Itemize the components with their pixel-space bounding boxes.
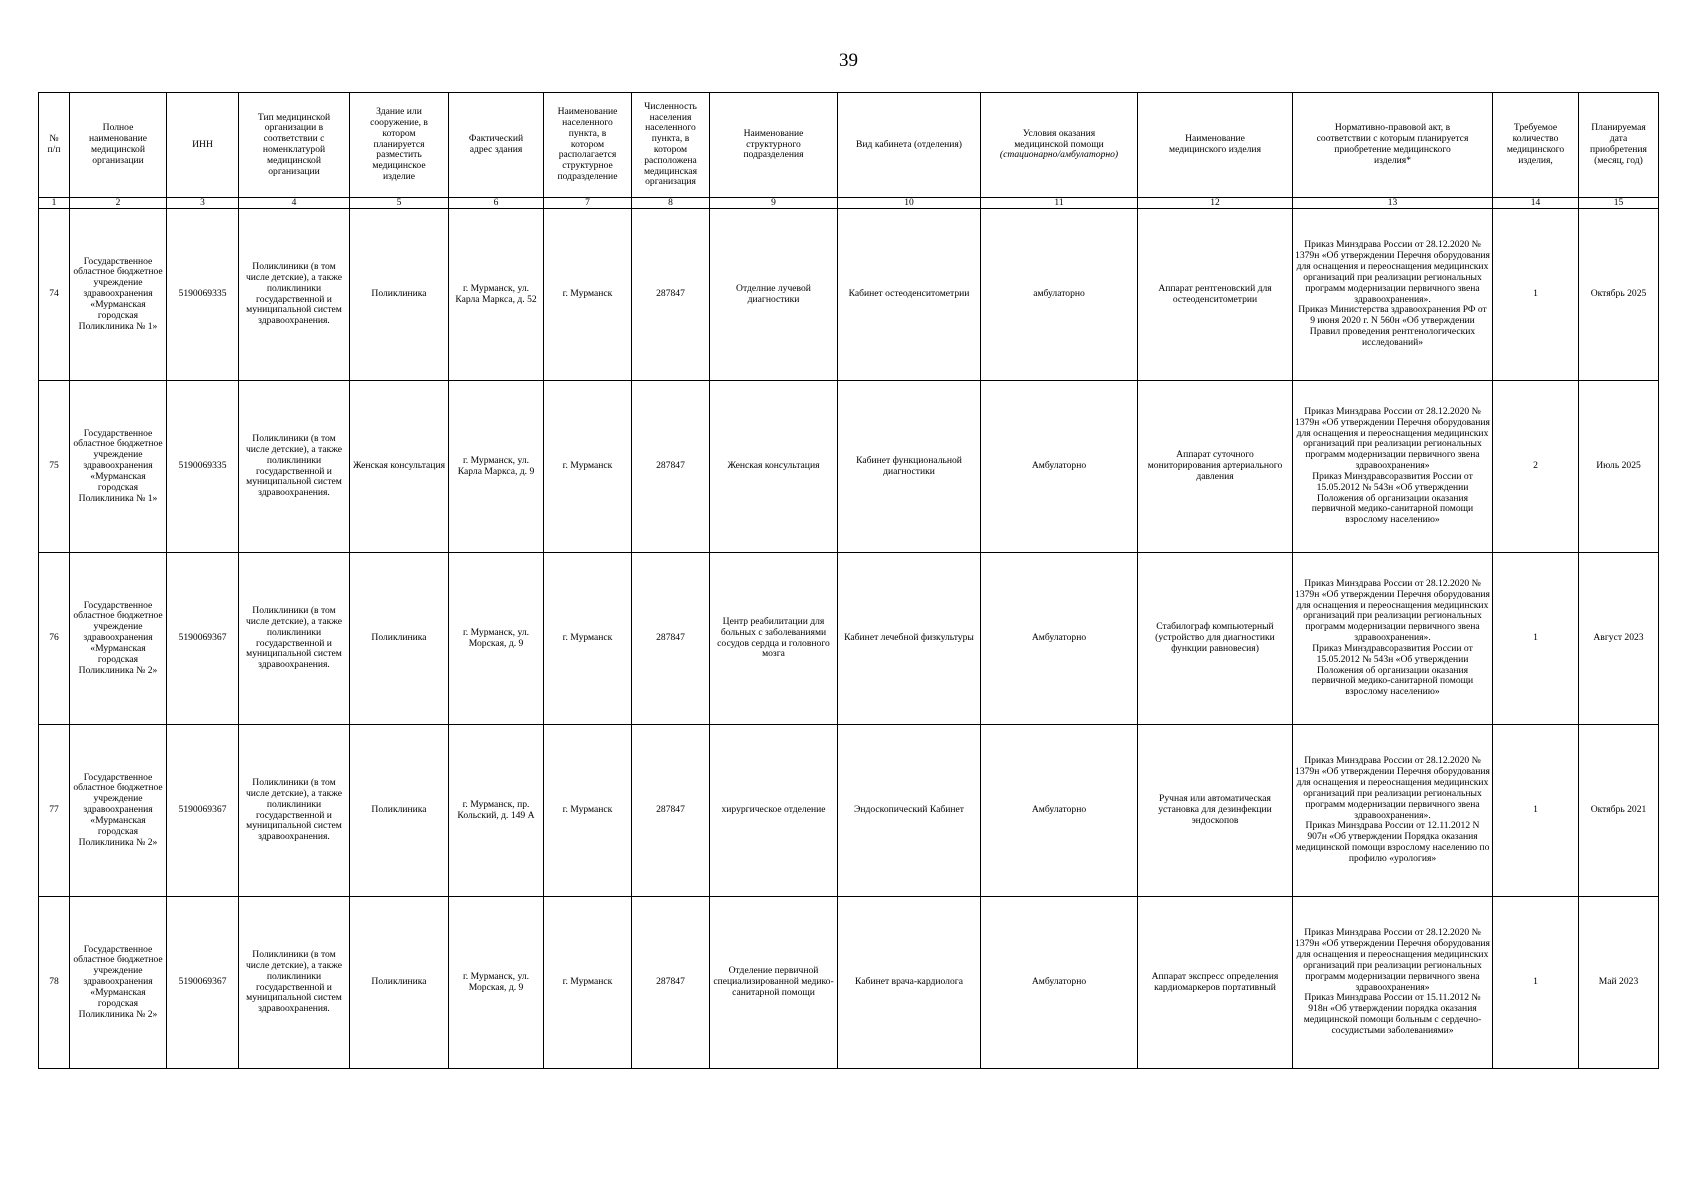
column-number: 14 <box>1493 198 1579 209</box>
column-number: 3 <box>167 198 239 209</box>
address: г. Мурманск, ул. Карла Маркса, д. 9 <box>449 381 544 553</box>
conditions: Амбулаторно <box>981 725 1138 897</box>
legal-act: Приказ Минздрава России от 28.12.2020 № 1379н «Об утверждении Перечня оборудования для оснащения и переоснащения медицинских организаций при реализации региональных программ модернизации первичного звена здравоохранения». Приказ Минздрава России от 12.11.2012 N 907н «Об утверждении Порядка оказания медицинской помощи взрослому населению по профилю «урология» <box>1293 725 1493 897</box>
quantity: 1 <box>1493 897 1579 1069</box>
legal-act: Приказ Минздрава России от 28.12.2020 № 1379н «Об утверждении Перечня оборудования для оснащения и переоснащения медицинских организаций при реализации региональных программ модернизации первичного звена здравоохранения». Приказ Министерства здравоохранения РФ от 9 июня 2020 г. N 560н «Об утверждении Правил проведения рентгенологических исследований» <box>1293 209 1493 381</box>
address: г. Мурманск, пр. Кольский, д. 149 А <box>449 725 544 897</box>
header-cell: Наименование медицинского изделия <box>1138 93 1293 198</box>
org-name: Государственное областное бюджетное учреждение здравоохранения «Мурманская городская Поликлиника № 2» <box>70 725 167 897</box>
conditions: Амбулаторно <box>981 381 1138 553</box>
population: 287847 <box>632 209 710 381</box>
address: г. Мурманск, ул. Морская, д. 9 <box>449 897 544 1069</box>
org-type: Поликлиники (в том числе детские), а также поликлиники государственной и муниципальной систем здравоохранения. <box>239 381 350 553</box>
legal-act: Приказ Минздрава России от 28.12.2020 № 1379н «Об утверждении Перечня оборудования для оснащения и переоснащения медицинских организаций при реализации региональных программ модернизации первичного звена здравоохранения». Приказ Минздравсоразвития России от 15.05.2012 № 543н «Об утверждении Положения об организации оказания первичной медико-санитарной помощи взрослому населению» <box>1293 553 1493 725</box>
row-number: 77 <box>39 725 70 897</box>
table-row <box>39 725 1659 897</box>
header-cell: Полное наименование медицинской организации <box>70 93 167 198</box>
building: Женская консультация <box>350 381 449 553</box>
column-number: 9 <box>710 198 838 209</box>
population: 287847 <box>632 553 710 725</box>
header-cell: Здание или сооружение, в котором планируется разместить медицинское изделие <box>350 93 449 198</box>
legal-act: Приказ Минздрава России от 28.12.2020 № 1379н «Об утверждении Перечня оборудования для оснащения и переоснащения медицинских организаций при реализации региональных программ модернизации первичного звена здравоохранения» Приказ Минздравсоразвития России от 15.05.2012 № 543н «Об утверждении Положения об организации оказания первичной медико-санитарной помощи взрослому населению» <box>1293 381 1493 553</box>
row-number: 76 <box>39 553 70 725</box>
building: Поликлиника <box>350 725 449 897</box>
table-row <box>39 209 1659 381</box>
header-cell: Планируемая дата приобретения (месяц, год) <box>1579 93 1659 198</box>
org-name: Государственное областное бюджетное учреждение здравоохранения «Мурманская городская Поликлиника № 2» <box>70 553 167 725</box>
row-number: 74 <box>39 209 70 381</box>
device: Аппарат рентгеновский для остеоденситометрии <box>1138 209 1293 381</box>
header-row <box>39 93 1659 198</box>
conditions: Амбулаторно <box>981 553 1138 725</box>
unit: Женская консультация <box>710 381 838 553</box>
inn: 5190069335 <box>167 209 239 381</box>
column-number: 12 <box>1138 198 1293 209</box>
quantity: 2 <box>1493 381 1579 553</box>
column-number: 2 <box>70 198 167 209</box>
page-number: 39 <box>839 50 858 71</box>
building: Поликлиника <box>350 209 449 381</box>
conditions: амбулаторно <box>981 209 1138 381</box>
device: Ручная или автоматическая установка для дезинфекции эндоскопов <box>1138 725 1293 897</box>
header-cell: № п/п <box>39 93 70 198</box>
unit: Центр реабилитации для больных с заболеваниями сосудов сердца и головного мозга <box>710 553 838 725</box>
org-type: Поликлиники (в том числе детские), а также поликлиники государственной и муниципальной систем здравоохранения. <box>239 725 350 897</box>
column-number: 15 <box>1579 198 1659 209</box>
header-cell: Требуемое количество медицинского изделия, <box>1493 93 1579 198</box>
column-number: 1 <box>39 198 70 209</box>
planned-date: Август 2023 <box>1579 553 1659 725</box>
header-cell: Наименование структурного подразделения <box>710 93 838 198</box>
column-number-row <box>39 198 1659 209</box>
locality: г. Мурманск <box>544 209 632 381</box>
column-number: 8 <box>632 198 710 209</box>
planned-date: Июль 2025 <box>1579 381 1659 553</box>
population: 287847 <box>632 381 710 553</box>
table-row <box>39 381 1659 553</box>
address: г. Мурманск, ул. Карла Маркса, д. 52 <box>449 209 544 381</box>
quantity: 1 <box>1493 209 1579 381</box>
device: Аппарат экспресс определения кардиомаркеров портативный <box>1138 897 1293 1069</box>
cabinet: Кабинет остеоденситометрии <box>838 209 981 381</box>
cabinet: Кабинет врача-кардиолога <box>838 897 981 1069</box>
header-text: Условия оказания медицинской помощи <box>1014 127 1104 150</box>
population: 287847 <box>632 725 710 897</box>
cabinet: Кабинет функциональной диагностики <box>838 381 981 553</box>
unit: Отделние лучевой диагностики <box>710 209 838 381</box>
column-number: 11 <box>981 198 1138 209</box>
unit: хирургическое отделение <box>710 725 838 897</box>
building: Поликлиника <box>350 553 449 725</box>
quantity: 1 <box>1493 553 1579 725</box>
header-cell: Нормативно-правовой акт, в соответствии с которым планируется приобретение медицинского изделия* <box>1293 93 1493 198</box>
planned-date: Октябрь 2021 <box>1579 725 1659 897</box>
cabinet: Эндоскопический Кабинет <box>838 725 981 897</box>
row-number: 75 <box>39 381 70 553</box>
building: Поликлиника <box>350 897 449 1069</box>
column-number: 13 <box>1293 198 1493 209</box>
device: Стабилограф компьютерный (устройство для диагностики функции равновесия) <box>1138 553 1293 725</box>
row-number: 78 <box>39 897 70 1069</box>
locality: г. Мурманск <box>544 725 632 897</box>
header-cell <box>981 93 1138 198</box>
planned-date: Май 2023 <box>1579 897 1659 1069</box>
conditions: Амбулаторно <box>981 897 1138 1069</box>
locality: г. Мурманск <box>544 553 632 725</box>
inn: 5190069335 <box>167 381 239 553</box>
inn: 5190069367 <box>167 553 239 725</box>
column-number: 5 <box>350 198 449 209</box>
table-row <box>39 897 1659 1069</box>
inn: 5190069367 <box>167 897 239 1069</box>
column-number: 4 <box>239 198 350 209</box>
legal-act: Приказ Минздрава России от 28.12.2020 № 1379н «Об утверждении Перечня оборудования для оснащения и переоснащения медицинских организаций при реализации региональных программ модернизации первичного звена здравоохранения» Приказ Минздрава России от 15.11.2012 № 918н «Об утверждении порядка оказания медицинской помощи больным с сердечно-сосудистыми заболеваниями» <box>1293 897 1493 1069</box>
table-row <box>39 553 1659 725</box>
header-note: (стационарно/амбулаторно) <box>999 149 1119 161</box>
org-type: Поликлиники (в том числе детские), а также поликлиники государственной и муниципальной систем здравоохранения. <box>239 897 350 1069</box>
org-name: Государственное областное бюджетное учреждение здравоохранения «Мурманская городская Поликлиника № 1» <box>70 381 167 553</box>
population: 287847 <box>632 897 710 1069</box>
header-cell: Тип медицинской организации в соответствии с номенклатурой медицинской организации <box>239 93 350 198</box>
locality: г. Мурманск <box>544 897 632 1069</box>
planned-date: Октябрь 2025 <box>1579 209 1659 381</box>
column-number: 10 <box>838 198 981 209</box>
header-cell: Фактический адрес здания <box>449 93 544 198</box>
address: г. Мурманск, ул. Морская, д. 9 <box>449 553 544 725</box>
equipment-table <box>38 92 1659 1069</box>
column-number: 7 <box>544 198 632 209</box>
header-cell: ИНН <box>167 93 239 198</box>
quantity: 1 <box>1493 725 1579 897</box>
org-type: Поликлиники (в том числе детские), а также поликлиники государственной и муниципальной систем здравоохранения. <box>239 553 350 725</box>
unit: Отделение первичной специализированной медико-санитарной помощи <box>710 897 838 1069</box>
cabinet: Кабинет лечебной физкультуры <box>838 553 981 725</box>
org-type: Поликлиники (в том числе детские), а также поликлиники государственной и муниципальной систем здравоохранения. <box>239 209 350 381</box>
header-cell: Вид кабинета (отделения) <box>838 93 981 198</box>
inn: 5190069367 <box>167 725 239 897</box>
device: Аппарат суточного мониторирования артериального давления <box>1138 381 1293 553</box>
column-number: 6 <box>449 198 544 209</box>
org-name: Государственное областное бюджетное учреждение здравоохранения «Мурманская городская Поликлиника № 1» <box>70 209 167 381</box>
header-cell: Численность населения населенного пункта, в котором расположена медицинская организация <box>632 93 710 198</box>
org-name: Государственное областное бюджетное учреждение здравоохранения «Мурманская городская Поликлиника № 2» <box>70 897 167 1069</box>
header-cell: Наименование населенного пункта, в котором располагается структурное подразделение <box>544 93 632 198</box>
locality: г. Мурманск <box>544 381 632 553</box>
